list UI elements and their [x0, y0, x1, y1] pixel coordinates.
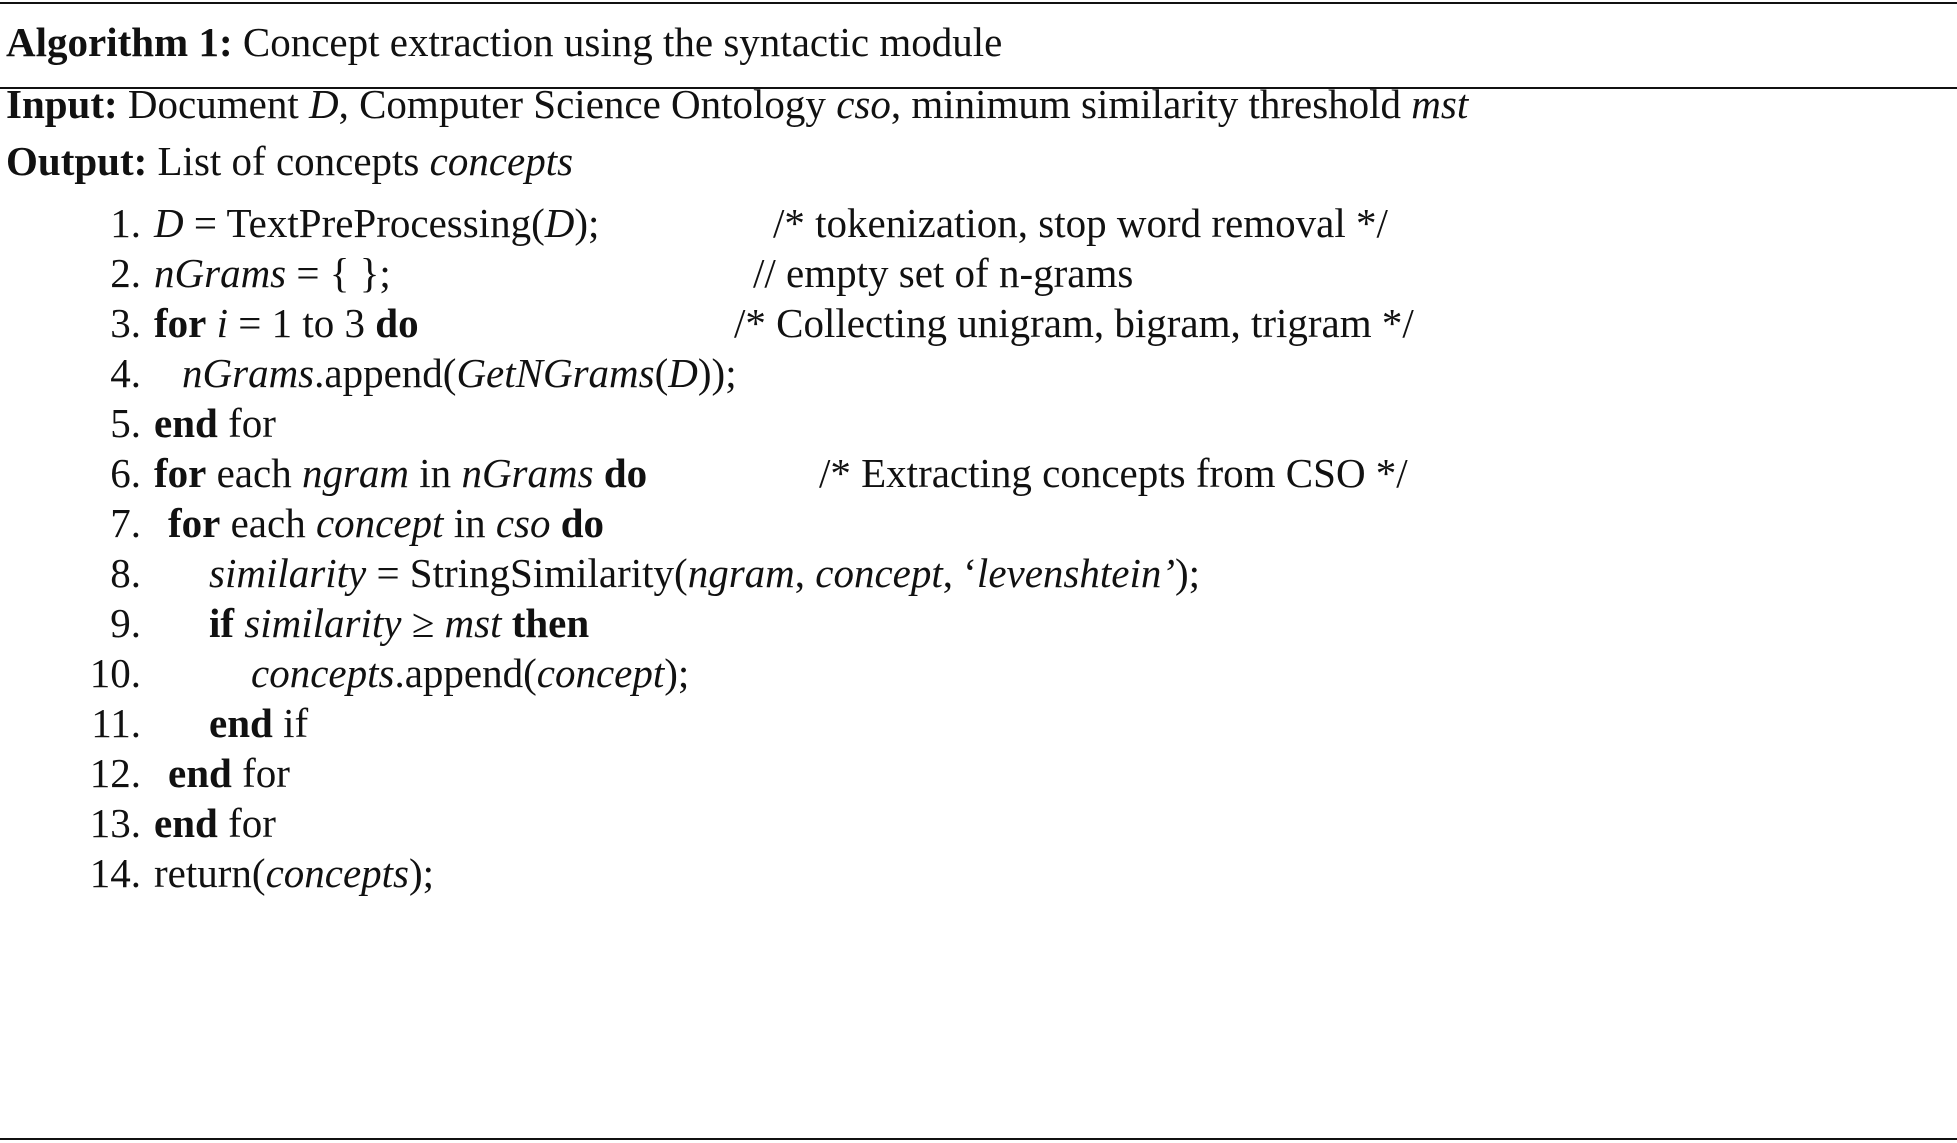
line-number: 2.	[110, 250, 141, 296]
algorithm-label: Algorithm 1:	[6, 19, 233, 65]
line-number: 3.	[110, 300, 141, 346]
line-number: 1.	[110, 200, 141, 246]
line-comment: /* Extracting concepts from CSO */	[819, 450, 1408, 496]
line-code: for each ngram in nGrams do	[154, 450, 648, 496]
line-number: 6.	[110, 450, 141, 496]
line-code: end for	[168, 750, 290, 796]
line-number: 11.	[91, 700, 141, 746]
line-comment: // empty set of n-grams	[753, 250, 1134, 296]
line-number: 10.	[89, 650, 141, 696]
top-rule	[0, 2, 1957, 4]
algorithm-name: Concept extraction using the syntactic module	[242, 19, 1003, 65]
line-code: nGrams.append(GetNGrams(D));	[182, 350, 737, 396]
line-number: 4.	[110, 350, 141, 396]
line-code: if similarity ≥ mst then	[209, 600, 590, 646]
line-code: end for	[154, 400, 276, 446]
line-comment: /* tokenization, stop word removal */	[773, 200, 1388, 246]
line-comment: /* Collecting unigram, bigram, trigram */	[734, 300, 1414, 346]
line-code: end if	[209, 700, 309, 746]
line-code: D = TextPreProcessing(D);	[154, 200, 600, 246]
line-code: end for	[154, 800, 276, 846]
line-number: 9.	[110, 600, 141, 646]
line-code: for each concept in cso do	[168, 500, 605, 546]
line-number: 7.	[110, 500, 141, 546]
bottom-rule	[0, 1138, 1957, 1140]
line-code: concepts.append(concept);	[251, 650, 690, 696]
line-code: for i = 1 to 3 do	[154, 300, 419, 346]
line-code: nGrams = { };	[154, 250, 391, 296]
line-code: return(concepts);	[154, 850, 435, 896]
line-code: similarity = StringSimilarity(ngram, concept, ‘levenshtein’);	[209, 550, 1201, 596]
code-line-14	[0, 842, 1957, 904]
line-number: 5.	[110, 400, 141, 446]
line-number: 13.	[89, 800, 141, 846]
line-number: 8.	[110, 550, 141, 596]
line-number: 12.	[89, 750, 141, 796]
line-number: 14.	[89, 850, 141, 896]
